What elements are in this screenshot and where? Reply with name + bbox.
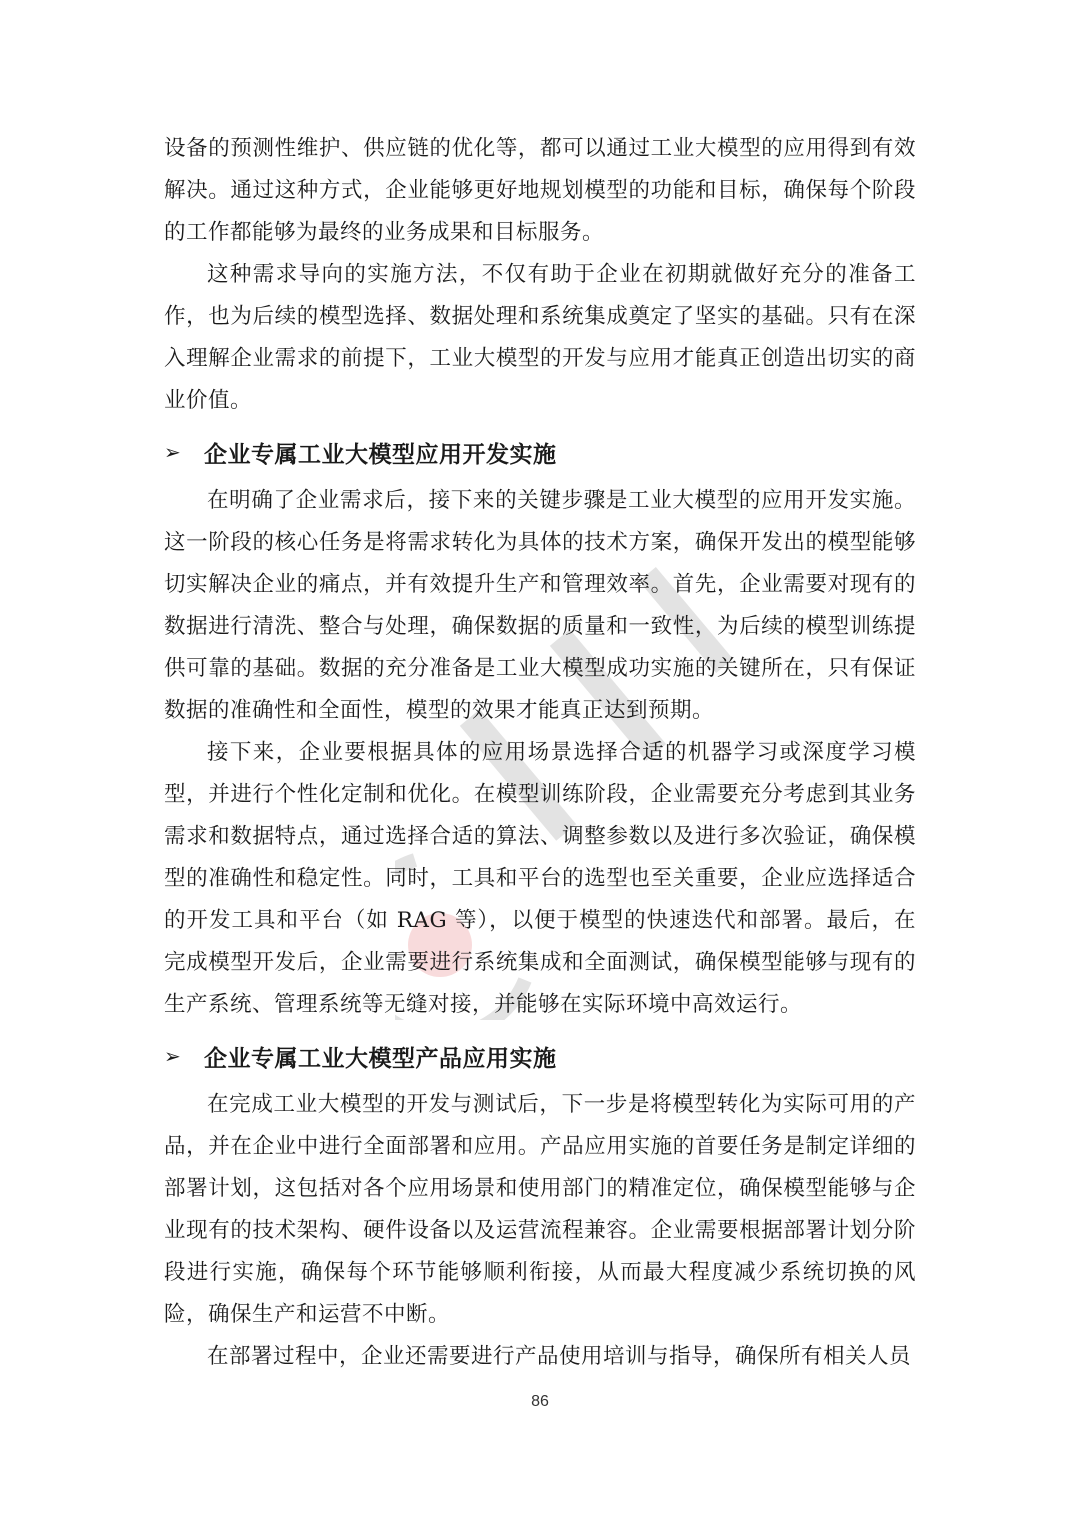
section-heading-product-text: 企业专属工业大模型产品应用实施 xyxy=(204,1045,557,1072)
paragraph-3: 在明确了企业需求后，接下来的关键步骤是工业大模型的应用开发实施。这一阶段的核心任务是将需求转化为具体的技术方案，确保开发出的模型能够切实解决企业的痛点，并有效提升生产和管理效率。首先，企业需要对现有的数据进行清洗、整合与处理，确保数据的质量和一致性，为后续的模型训练提供可靠的基础。数据的充分准备是工业大模型成功实施的关键所在，只有保证数据的准确性和全面性，模型的效果才能真正达到预期。 xyxy=(164,488,916,723)
bullet-arrow-icon: ➢ xyxy=(164,1044,182,1068)
paragraph-2: 这种需求导向的实施方法，不仅有助于企业在初期就做好充分的准备工作，也为后续的模型选择、数据处理和系统集成奠定了坚实的基础。只有在深入理解企业需求的前提下，工业大模型的开发与应用才能真正创造出切实的商业价值。 xyxy=(164,262,916,413)
paragraph-5: 在完成工业大模型的开发与测试后，下一步是将模型转化为实际可用的产品，并在企业中进行全面部署和应用。产品应用实施的首要任务是制定详细的部署计划，这包括对各个应用场景和使用部门的精准定位，确保模型能够与企业现有的技术架构、硬件设备以及运营流程兼容。企业需要根据部署计划分阶段进行实施，确保每个环节能够顺利衔接，从而最大程度减少系统切换的风险，确保生产和运营不中断。 xyxy=(164,1092,916,1327)
paragraph-1: 设备的预测性维护、供应链的优化等，都可以通过工业大模型的应用得到有效解决。通过这种方式，企业能够更好地规划模型的功能和目标，确保每个阶段的工作都能够为最终的业务成果和目标服务。 xyxy=(164,136,916,245)
section-heading-development xyxy=(164,430,916,474)
bullet-arrow-icon: ➢ xyxy=(164,440,182,464)
page-number: 86 xyxy=(531,1393,549,1410)
paragraph-6: 在部署过程中，企业还需要进行产品使用培训与指导，确保所有相关人员 xyxy=(207,1344,912,1369)
document-page xyxy=(164,128,916,1378)
section-heading-development-text: 企业专属工业大模型应用开发实施 xyxy=(204,441,557,468)
paragraph-4: 接下来，企业要根据具体的应用场景选择合适的机器学习或深度学习模型，并进行个性化定制和优化。在模型训练阶段，企业需要充分考虑到其业务需求和数据特点，通过选择合适的算法、调整参数以及进行多次验证，确保模型的准确性和稳定性。同时，工具和平台的选型也至关重要，企业应选择适合的开发工具和平台（如 RAG 等），以便于模型的快速迭代和部署。最后，在完成模型开发后，企业需要进行系统集成和全面测试，确保模型能够与现有的生产系统、管理系统等无缝对接，并能够在实际环境中高效运行。 xyxy=(164,740,916,1017)
section-heading-product xyxy=(164,1034,916,1078)
